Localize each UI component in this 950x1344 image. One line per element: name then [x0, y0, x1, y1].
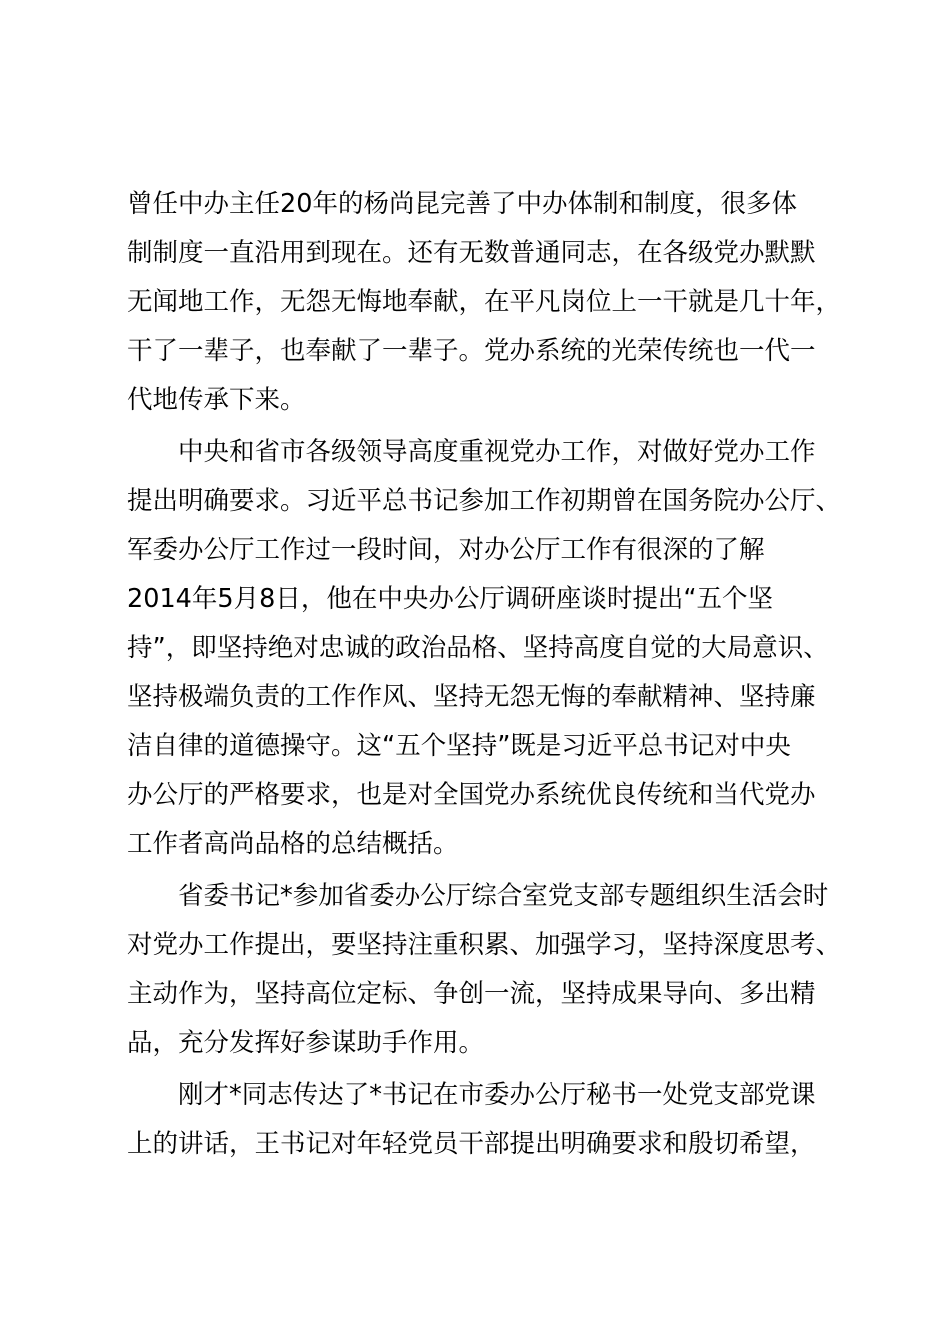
text-line: 2014年5月8日，他在中央办公厅调研座谈时提出“五个坚 — [127, 584, 774, 614]
text-line: 坚持极端负责的工作作风、坚持无怨无悔的奉献精神、坚持廉 — [127, 682, 816, 712]
text-line: 办公厅的严格要求，也是对全国党办系统优良传统和当代党办 — [127, 780, 816, 810]
text-line: 制制度一直沿用到现在。还有无数普通同志，在各级党办默默 — [127, 238, 816, 268]
text-line: 洁自律的道德操守。这“五个坚持”既是习近平总书记对中央 — [127, 731, 791, 761]
text-line: 曾任中办主任20年的杨尚昆完善了中办体制和制度，很多体 — [127, 189, 797, 219]
text-line: 工作者高尚品格的总结概括。 — [127, 829, 459, 859]
text-line: 品，充分发挥好参谋助手作用。 — [127, 1028, 485, 1058]
text-line: 中央和省市各级领导高度重视党办工作，对做好党办工作 — [127, 437, 816, 467]
text-line: 持”，即坚持绝对忠诚的政治品格、坚持高度自觉的大局意识、 — [127, 633, 829, 663]
text-line: 提出明确要求。习近平总书记参加工作初期曾在国务院办公厅、 — [127, 486, 842, 516]
text-line: 干了一辈子，也奉献了一辈子。党办系统的光荣传统也一代一 — [127, 336, 816, 366]
text-line: 无闻地工作，无怨无悔地奉献，在平凡岗位上一干就是几十年， — [127, 287, 842, 317]
text-line: 主动作为，坚持高位定标、争创一流，坚持成果导向、多出精 — [127, 979, 816, 1009]
text-line: 省委书记*参加省委办公厅综合室党支部专题组织生活会时 — [127, 881, 829, 911]
text-line: 对党办工作提出，要坚持注重积累、加强学习，坚持深度思考、 — [127, 930, 842, 960]
text-line: 军委办公厅工作过一段时间，对办公厅工作有很深的了解 — [127, 535, 765, 565]
text-line: 代地传承下来。 — [127, 385, 306, 415]
text-line: 刚才*同志传达了*书记在市委办公厅秘书一处党支部党课 — [127, 1080, 816, 1110]
text-line: 上的讲话，王书记对年轻党员干部提出明确要求和殷切希望， — [127, 1129, 816, 1159]
